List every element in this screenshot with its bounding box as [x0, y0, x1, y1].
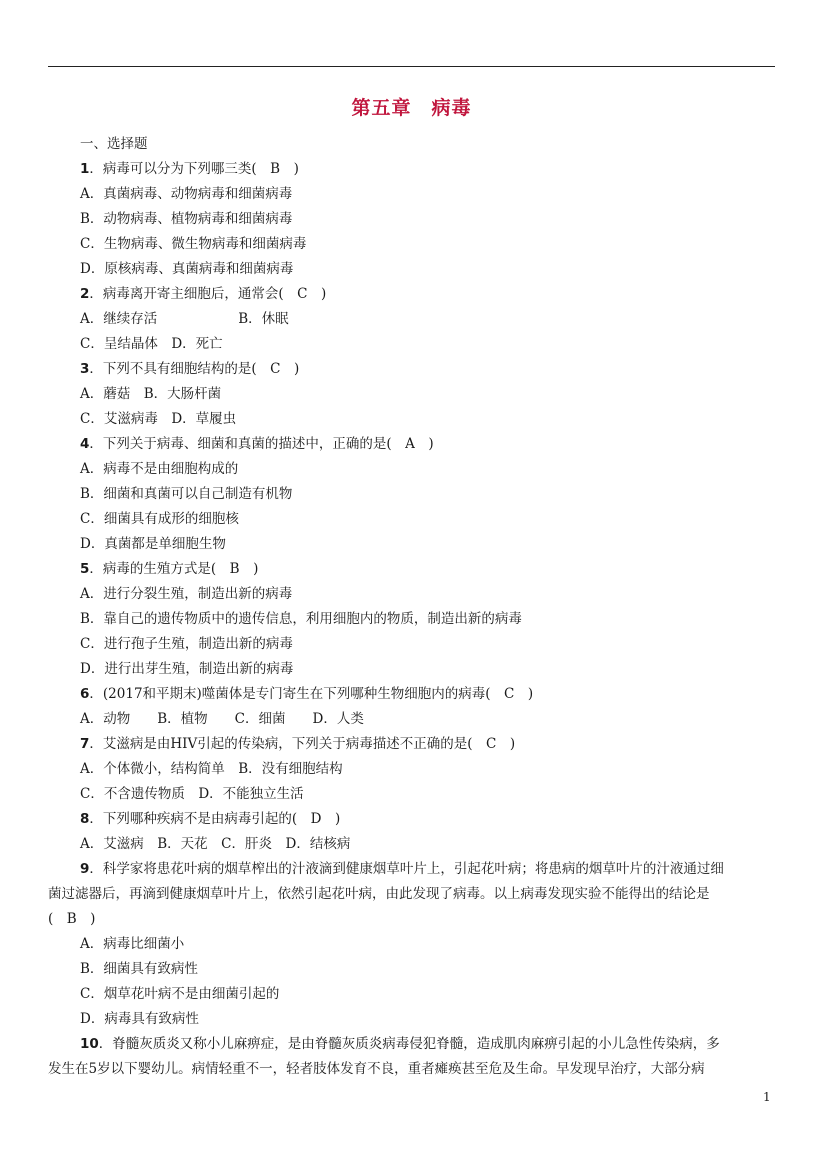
question-number: 2 [80, 286, 90, 302]
question-stem: ．下列哪种疾病不是由病毒引起的( D ) [89, 811, 341, 827]
question-10 [80, 1035, 720, 1053]
question-2 [80, 285, 326, 303]
question-stem: ．下列关于病毒、细菌和真菌的描述中，正确的是( A ) [89, 436, 434, 452]
question-7 [80, 735, 515, 753]
question-1 [80, 160, 299, 178]
option: A．病毒比细菌小 [80, 936, 185, 952]
question-stem: ．病毒可以分为下列哪三类( B ) [89, 161, 299, 177]
option: B．细菌和真菌可以自己制造有机物 [80, 486, 293, 502]
question-6 [80, 685, 533, 703]
option: C．细菌具有成形的细胞核 [80, 511, 239, 527]
question-stem-continued: 发生在5岁以下婴幼儿。病情轻重不一，轻者肢体发育不良，重者瘫痪甚至危及生命。早发现早治疗，大部分病 [48, 1061, 705, 1077]
option: C．生物病毒、微生物病毒和细菌病毒 [80, 236, 307, 252]
question-8 [80, 810, 340, 828]
option: D．真菌都是单细胞生物 [80, 536, 226, 552]
option: B．靠自己的遗传物质中的遗传信息，利用细胞内的物质，制造出新的病毒 [80, 611, 522, 627]
question-number: 3 [80, 361, 90, 377]
question-stem: ．病毒的生殖方式是( B ) [89, 561, 259, 577]
option: A．蘑菇 B．大肠杆菌 [80, 386, 222, 402]
question-stem: ．病毒离开寄主细胞后，通常会( C ) [89, 286, 327, 302]
header-rule [48, 66, 775, 67]
option: D．原核病毒、真菌病毒和细菌病毒 [80, 261, 294, 277]
question-number: 5 [80, 561, 90, 577]
option: C．进行孢子生殖，制造出新的病毒 [80, 636, 293, 652]
question-number: 4 [80, 436, 90, 452]
question-number: 7 [80, 736, 90, 752]
option: A．个体微小，结构简单 B．没有细胞结构 [80, 761, 343, 777]
question-9 [80, 860, 724, 878]
question-stem: ．(2017和平期末)噬菌体是专门寄生在下列哪种生物细胞内的病毒( C ) [89, 686, 534, 702]
option: B．细菌具有致病性 [80, 961, 198, 977]
question-stem: ．科学家将患花叶病的烟草榨出的汁液滴到健康烟草叶片上，引起花叶病；将患病的烟草叶片的汁液通过细 [89, 861, 724, 877]
question-number: 10 [80, 1036, 99, 1052]
question-answer: ( B ) [48, 911, 96, 927]
option: A．继续存活 B．休眠 [80, 311, 289, 327]
option: C．呈结晶体 D．死亡 [80, 336, 223, 352]
option: A．进行分裂生殖，制造出新的病毒 [80, 586, 293, 602]
option: D．进行出芽生殖，制造出新的病毒 [80, 661, 294, 677]
question-number: 1 [80, 161, 90, 177]
page-number: 1 [763, 1090, 771, 1104]
question-stem: ．艾滋病是由HIV引起的传染病，下列关于病毒描述不正确的是( C ) [89, 736, 516, 752]
option: A．真菌病毒、动物病毒和细菌病毒 [80, 186, 293, 202]
question-3 [80, 360, 299, 378]
page-title: 第五章 病毒 [351, 97, 472, 119]
option: A．艾滋病 B．天花 C．肝炎 D．结核病 [80, 836, 351, 852]
question-number: 9 [80, 861, 90, 877]
option: A．病毒不是由细胞构成的 [80, 461, 239, 477]
option: C．烟草花叶病不是由细菌引起的 [80, 986, 280, 1002]
question-stem: ．脊髓灰质炎又称小儿麻痹症，是由脊髓灰质炎病毒侵犯脊髓，造成肌肉麻痹引起的小儿急性传染病，多 [98, 1036, 720, 1052]
option: D．病毒具有致病性 [80, 1011, 199, 1027]
question-number: 6 [80, 686, 90, 702]
option: C．艾滋病毒 D．草履虫 [80, 411, 237, 427]
option: B．动物病毒、植物病毒和细菌病毒 [80, 211, 293, 227]
option: A．动物 B．植物 C．细菌 D．人类 [80, 711, 364, 727]
question-stem-continued: 菌过滤器后，再滴到健康烟草叶片上，依然引起花叶病，由此发现了病毒。以上病毒发现实验不能得出的结论是 [48, 886, 710, 902]
question-5 [80, 560, 258, 578]
question-number: 8 [80, 811, 90, 827]
question-stem: ．下列不具有细胞结构的是( C ) [89, 361, 300, 377]
option: C．不含遗传物质 D．不能独立生活 [80, 786, 304, 802]
question-4 [80, 435, 434, 453]
section-heading: 一、选择题 [80, 136, 148, 152]
